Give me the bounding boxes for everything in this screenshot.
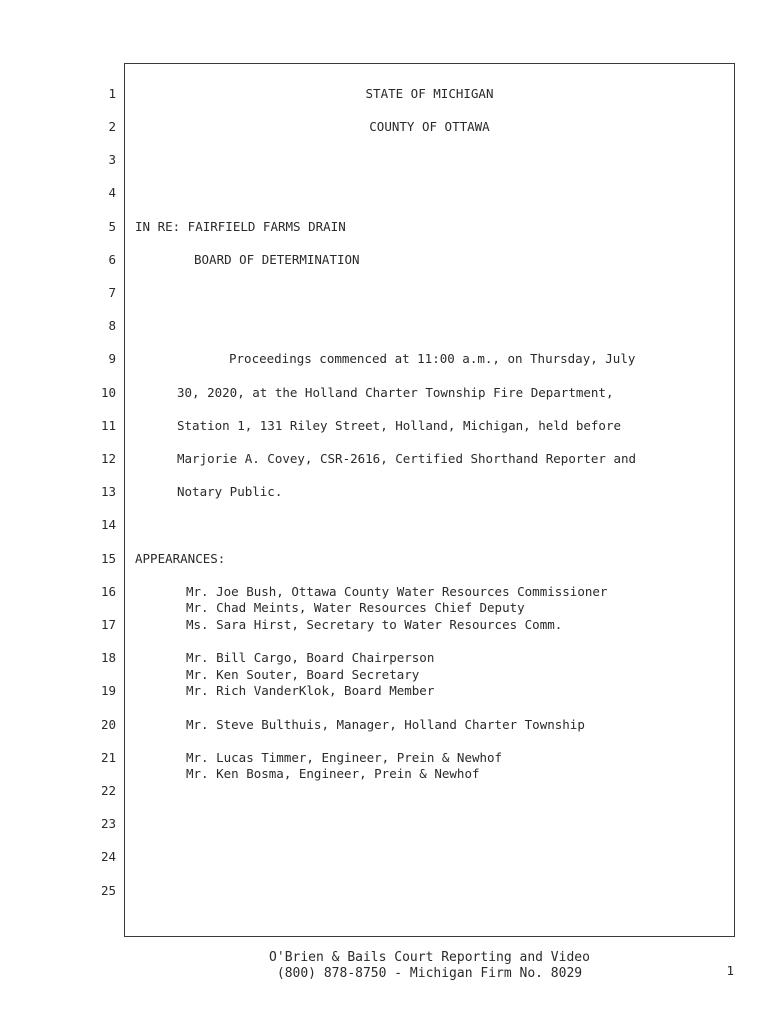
line-number: 15 bbox=[100, 551, 116, 566]
proceedings-line: Marjorie A. Covey, CSR-2616, Certified Shorthand Reporter and bbox=[177, 451, 637, 466]
line-number: 23 bbox=[100, 816, 116, 831]
appearance-entry: Mr. Ken Bosma, Engineer, Prein & Newhof bbox=[186, 766, 480, 781]
line-number: 19 bbox=[100, 683, 116, 698]
appearance-entry: Mr. Chad Meints, Water Resources Chief Deputy bbox=[186, 600, 525, 615]
line-number: 16 bbox=[100, 584, 116, 599]
line-number: 10 bbox=[100, 385, 116, 400]
line-number: 21 bbox=[100, 750, 116, 765]
line-number: 14 bbox=[100, 517, 116, 532]
line-number: 24 bbox=[100, 849, 116, 864]
proceedings-line: Notary Public. bbox=[177, 484, 283, 499]
footer-firm-contact: (800) 878-8750 - Michigan Firm No. 8029 bbox=[276, 966, 583, 981]
line-number: 5 bbox=[108, 219, 116, 234]
appearance-entry: Mr. Ken Souter, Board Secretary bbox=[186, 667, 420, 682]
line-number: 3 bbox=[108, 152, 116, 167]
line-number: 17 bbox=[100, 617, 116, 632]
appearance-entry: Mr. Bill Cargo, Board Chairperson bbox=[186, 650, 435, 665]
line-number: 9 bbox=[108, 351, 116, 366]
line-number: 18 bbox=[100, 650, 116, 665]
appearance-entry: Mr. Lucas Timmer, Engineer, Prein & Newhof bbox=[186, 750, 503, 765]
line-number: 2 bbox=[108, 119, 116, 134]
line-number: 22 bbox=[100, 783, 116, 798]
appearance-entry: Ms. Sara Hirst, Secretary to Water Resources Comm. bbox=[186, 617, 563, 632]
line-number: 6 bbox=[108, 252, 116, 267]
footer-firm-name: O'Brien & Bails Court Reporting and Video bbox=[269, 950, 590, 965]
line-number: 8 bbox=[108, 318, 116, 333]
line-number: 20 bbox=[100, 717, 116, 732]
appearances-heading: APPEARANCES: bbox=[135, 551, 226, 566]
caption-in-re: IN RE: FAIRFIELD FARMS DRAIN bbox=[135, 219, 346, 234]
line-number: 4 bbox=[108, 185, 116, 200]
line-number: 13 bbox=[100, 484, 116, 499]
caption-county: COUNTY OF OTTAWA bbox=[369, 119, 490, 134]
line-number: 11 bbox=[100, 418, 116, 433]
proceedings-line: Station 1, 131 Riley Street, Holland, Michigan, held before bbox=[177, 418, 622, 433]
line-number: 12 bbox=[100, 451, 116, 466]
appearance-entry: Mr. Steve Bulthuis, Manager, Holland Charter Township bbox=[186, 717, 585, 732]
transcript-page-frame bbox=[124, 63, 735, 937]
line-number: 1 bbox=[108, 86, 116, 101]
page-number: 1 bbox=[726, 963, 734, 978]
caption-state: STATE OF MICHIGAN bbox=[365, 86, 494, 101]
line-number: 25 bbox=[100, 883, 116, 898]
proceedings-line: Proceedings commenced at 11:00 a.m., on Thursday, July bbox=[229, 351, 636, 366]
appearance-entry: Mr. Rich VanderKlok, Board Member bbox=[186, 683, 435, 698]
line-number: 7 bbox=[108, 285, 116, 300]
caption-board: BOARD OF DETERMINATION bbox=[194, 252, 360, 267]
proceedings-line: 30, 2020, at the Holland Charter Township Fire Department, bbox=[177, 385, 614, 400]
appearance-entry: Mr. Joe Bush, Ottawa County Water Resources Commissioner bbox=[186, 584, 608, 599]
